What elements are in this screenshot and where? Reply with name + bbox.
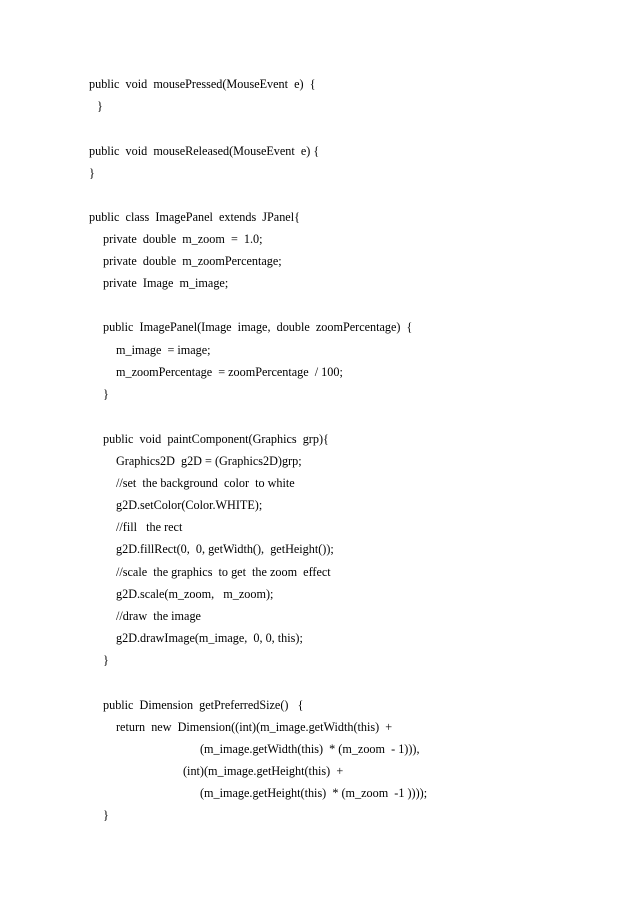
code-line: public void mousePressed(MouseEvent e) { — [89, 77, 316, 91]
code-line: g2D.drawImage(m_image, 0, 0, this); — [116, 631, 303, 645]
code-line: } — [97, 99, 103, 113]
code-line: return new Dimension((int)(m_image.getWidth(this) + — [116, 720, 393, 734]
code-line: g2D.setColor(Color.WHITE); — [116, 498, 263, 512]
code-line: g2D.scale(m_zoom, m_zoom); — [116, 587, 274, 601]
code-line: public void paintComponent(Graphics grp){ — [103, 432, 329, 446]
code-line: (m_image.getHeight(this) * (m_zoom -1 )))); — [200, 786, 428, 800]
code-line: //fill the rect — [116, 520, 183, 534]
code-line: private Image m_image; — [103, 276, 229, 290]
code-line: } — [89, 166, 95, 180]
code-line: } — [103, 653, 109, 667]
code-line: g2D.fillRect(0, 0, getWidth(), getHeight()); — [116, 542, 334, 556]
code-line: } — [103, 387, 109, 401]
code-line: public ImagePanel(Image image, double zoomPercentage) { — [103, 320, 413, 334]
code-line: private double m_zoom = 1.0; — [103, 232, 263, 246]
code-line: } — [103, 808, 109, 822]
code-line: public class ImagePanel extends JPanel{ — [89, 210, 300, 224]
code-line: m_image = image; — [116, 343, 211, 357]
code-line: (m_image.getWidth(this) * (m_zoom - 1))), — [200, 742, 420, 756]
code-line: m_zoomPercentage = zoomPercentage / 100; — [116, 365, 343, 379]
code-line: //draw the image — [116, 609, 201, 623]
code-line: //set the background color to white — [116, 476, 295, 490]
code-line: private double m_zoomPercentage; — [103, 254, 282, 268]
code-line: public Dimension getPreferredSize() { — [103, 698, 304, 712]
code-line: (int)(m_image.getHeight(this) + — [183, 764, 344, 778]
code-line: Graphics2D g2D = (Graphics2D)grp; — [116, 454, 302, 468]
code-line: //scale the graphics to get the zoom effect — [116, 565, 331, 579]
code-line: public void mouseReleased(MouseEvent e) { — [89, 144, 320, 158]
